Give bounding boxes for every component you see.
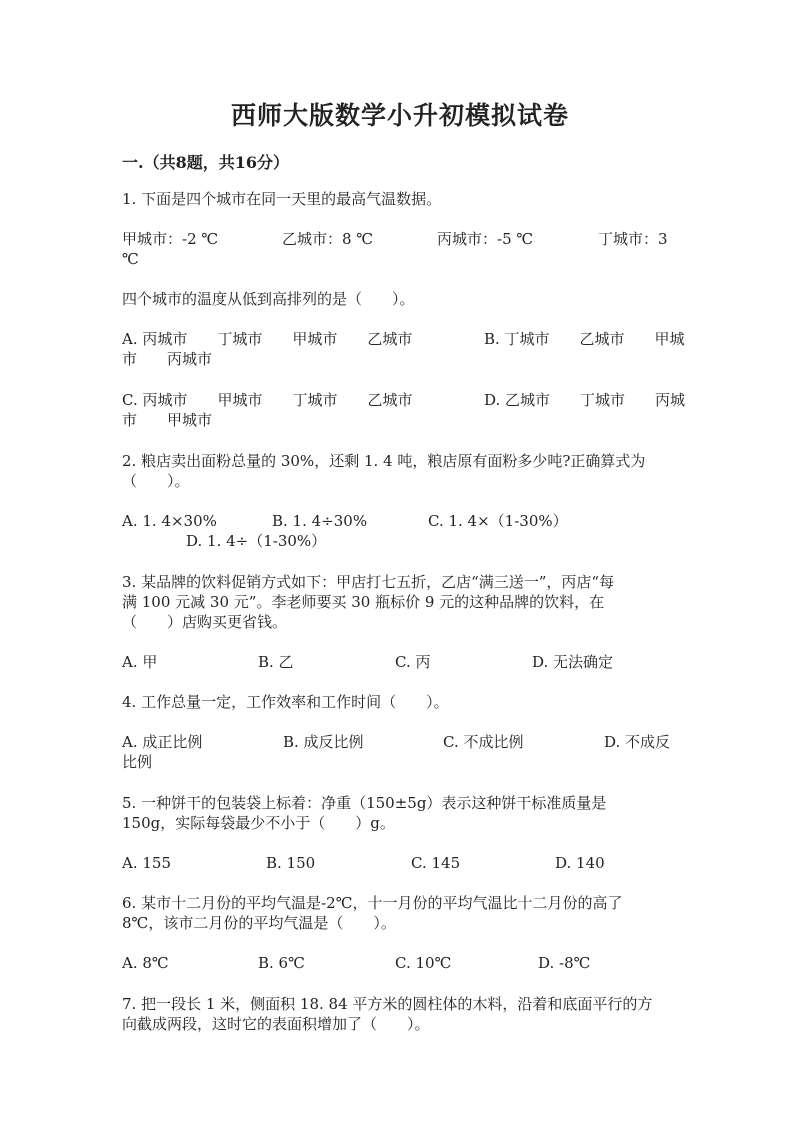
question-5-stem-wrap: 150g，实际每袋最少不小于（ ）g。	[122, 814, 395, 832]
q1-temp-ding-wrap: ℃	[122, 250, 139, 268]
q4-option-d-wrap: 比例	[122, 753, 153, 771]
q1-option-b: B. 丁城市 乙城市 甲城	[484, 330, 685, 348]
q1-temp-yi: 乙城市：8 ℃	[282, 230, 374, 248]
q1-temp-ding: 丁城市：3	[598, 230, 668, 248]
question-6-stem-wrap: 8℃，该市二月份的平均气温是（ ）。	[122, 914, 396, 932]
q6-option-d: D. -8℃	[538, 954, 591, 972]
q1-option-b-wrap: 市 丙城市	[122, 350, 213, 368]
q3-option-c: C. 丙	[395, 653, 431, 671]
question-7-stem-wrap: 向截成两段，这时它的表面积增加了（ ）。	[122, 1015, 430, 1033]
question-1-ask: 四个城市的温度从低到高排列的是（ ）。	[122, 290, 415, 308]
q1-temp-bing: 丙城市：-5 ℃	[437, 230, 534, 248]
q1-option-c: C. 丙城市 甲城市 丁城市 乙城市	[122, 391, 413, 409]
q4-option-b: B. 成反比例	[283, 733, 364, 751]
question-3-stem-line2: 满 100 元减 30 元”。李老师要买 30 瓶标价 9 元的这种品牌的饮料，在	[122, 593, 605, 611]
q3-option-a: A. 甲	[122, 653, 158, 671]
question-4-stem: 4. 工作总量一定，工作效率和工作时间（ ）。	[122, 693, 449, 711]
q1-option-a: A. 丙城市 丁城市 甲城市 乙城市	[122, 330, 413, 348]
q2-option-c: C. 1. 4×（1-30%）	[428, 512, 568, 530]
q4-option-c: C. 不成比例	[443, 733, 524, 751]
page-title: 西师大版数学小升初模拟试卷	[230, 101, 569, 130]
q2-option-d: D. 1. 4÷（1-30%）	[186, 532, 327, 550]
q5-option-a: A. 155	[122, 854, 171, 872]
q1-temp-jia: 甲城市：-2 ℃	[122, 230, 219, 248]
q2-option-b: B. 1. 4÷30%	[272, 512, 368, 530]
q5-option-b: B. 150	[266, 854, 316, 872]
q5-option-c: C. 145	[411, 854, 461, 872]
question-2-stem-wrap: （ ）。	[122, 472, 190, 490]
q2-option-a: A. 1. 4×30%	[122, 512, 217, 530]
question-7-stem: 7. 把一段长 1 米，侧面积 18. 84 平方米的圆柱体的木料，沿着和底面平行的方	[122, 995, 653, 1013]
question-3-stem-line3: （ ）店购买更省钱。	[122, 613, 288, 631]
section-heading: 一.（共8题，共16分）	[122, 153, 289, 172]
q1-option-d: D. 乙城市 丁城市 丙城	[484, 391, 686, 409]
q4-option-d: D. 不成反	[604, 733, 671, 751]
q6-option-b: B. 6℃	[258, 954, 305, 972]
q3-option-d: D. 无法确定	[532, 653, 614, 671]
q5-option-d: D. 140	[555, 854, 605, 872]
question-6-stem: 6. 某市十二月份的平均气温是-2℃，十一月份的平均气温比十二月份的高了	[122, 894, 623, 912]
question-1-stem: 1. 下面是四个城市在同一天里的最高气温数据。	[122, 190, 442, 208]
question-5-stem: 5. 一种饼干的包装袋上标着：净重（150±5g）表示这种饼干标准质量是	[122, 794, 607, 812]
q1-option-d-wrap: 市 甲城市	[122, 411, 213, 429]
q3-option-b: B. 乙	[258, 653, 294, 671]
q4-option-a: A. 成正比例	[122, 733, 203, 751]
question-3-stem: 3. 某品牌的饮料促销方式如下：甲店打七五折，乙店“满三送一”，丙店“每	[122, 573, 615, 591]
q6-option-c: C. 10℃	[395, 954, 452, 972]
q6-option-a: A. 8℃	[122, 954, 169, 972]
question-2-stem: 2. 粮店卖出面粉总量的 30%，还剩 1. 4 吨，粮店原有面粉多少吨?正确算式为	[122, 452, 646, 470]
